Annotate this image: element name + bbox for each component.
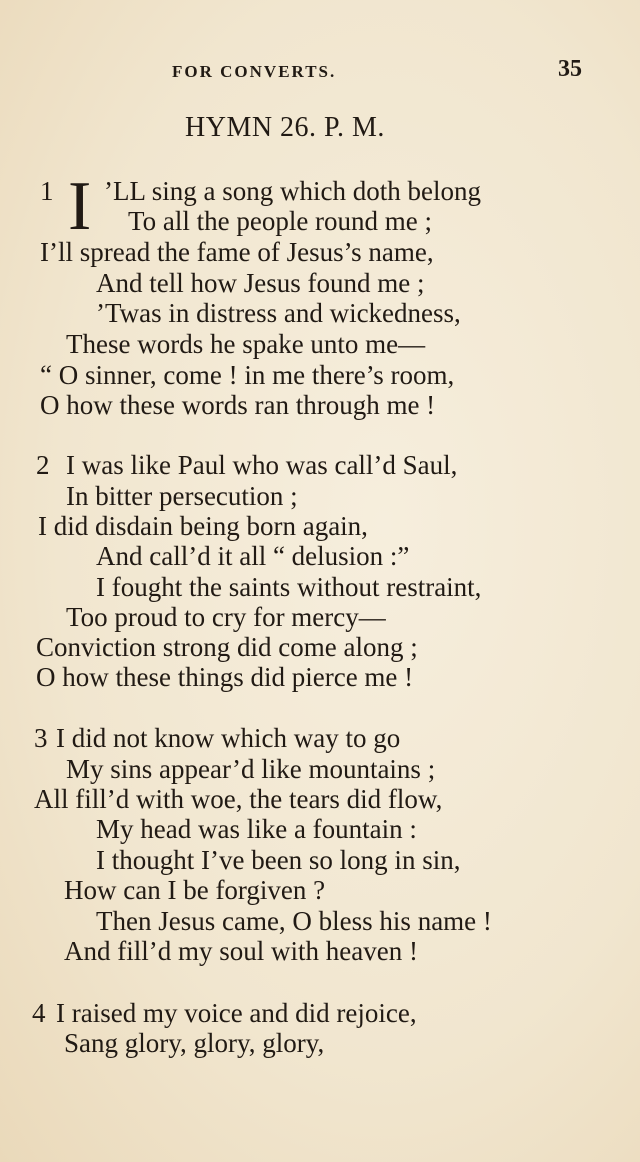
verse-line: My sins appear’d like mountains ; xyxy=(66,754,436,784)
verse-line: Sang glory, glory, glory, xyxy=(64,1028,325,1058)
verse-line: O how these things did pierce me ! xyxy=(36,662,414,692)
verse-line: How can I be forgiven ? xyxy=(64,875,326,905)
verse-line: All fill’d with woe, the tears did flow, xyxy=(34,784,443,814)
verse-line: I was like Paul who was call’d Saul, xyxy=(66,450,458,480)
verse-line: And tell how Jesus found me ; xyxy=(96,268,425,298)
page-number: 35 xyxy=(558,56,582,82)
verse-line: In bitter persecution ; xyxy=(66,481,298,511)
verse-line: I’ll spread the fame of Jesus’s name, xyxy=(40,237,434,267)
verse-line: To all the people round me ; xyxy=(128,206,433,236)
verse-line: These words he spake unto me— xyxy=(66,329,426,359)
verse-line: I fought the saints without restraint, xyxy=(96,572,482,602)
verse-line: I raised my voice and did rejoice, xyxy=(56,998,417,1028)
verse-line: ’LL sing a song which doth belong xyxy=(104,176,481,206)
hymn-title: HYMN 26. P. M. xyxy=(185,112,385,143)
verse-line: My head was like a fountain : xyxy=(96,814,417,844)
verse-line: I did not know which way to go xyxy=(56,723,401,753)
verse-line: ’Twas in distress and wickedness, xyxy=(96,298,461,328)
stanza-number: 1 xyxy=(40,176,54,206)
verse-line: I thought I’ve been so long in sin, xyxy=(96,845,461,875)
verse-line: And fill’d my soul with heaven ! xyxy=(64,936,418,966)
verse-line: I did disdain being born again, xyxy=(38,511,368,541)
verse-line: Conviction strong did come along ; xyxy=(36,632,418,662)
verse-line: O how these words ran through me ! xyxy=(40,390,436,420)
stanza-number: 4 xyxy=(32,998,46,1028)
verse-line: Then Jesus came, O bless his name ! xyxy=(96,906,492,936)
stanza-number: 3 xyxy=(34,723,48,753)
running-head: FOR CONVERTS. xyxy=(172,62,337,81)
verse-line: And call’d it all “ delusion :” xyxy=(96,541,410,571)
verse-line: Too proud to cry for mercy— xyxy=(66,602,386,632)
drop-cap: I xyxy=(68,168,92,245)
stanza-number: 2 xyxy=(36,450,50,480)
verse-line: “ O sinner, come ! in me there’s room, xyxy=(40,360,455,390)
